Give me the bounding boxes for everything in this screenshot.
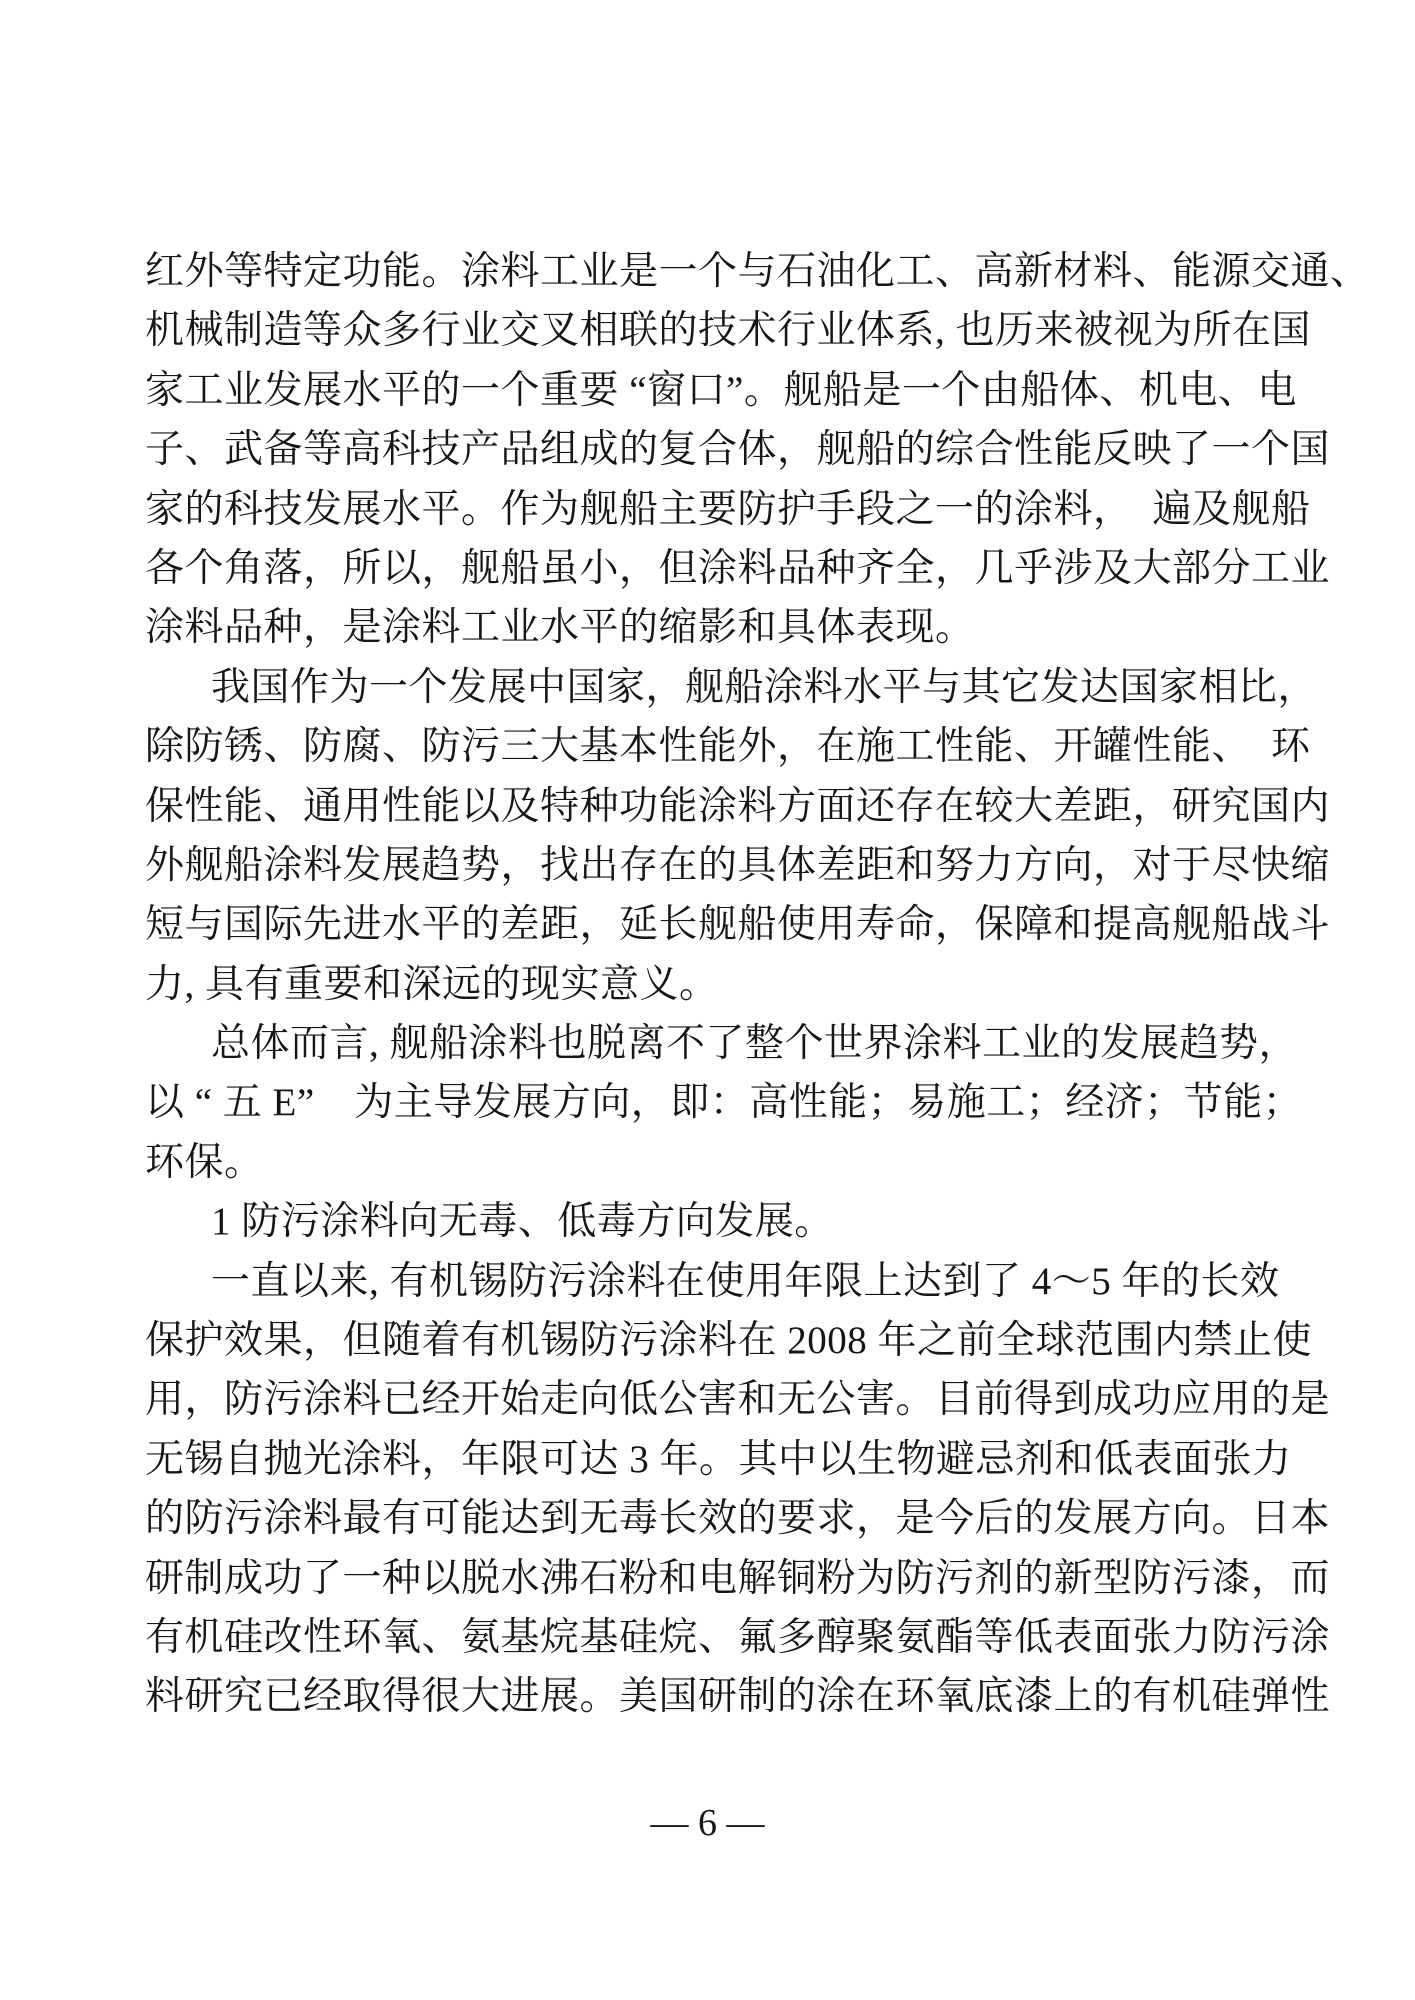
- text-line: 环保。: [145, 1140, 264, 1184]
- text-line: 我国作为一个发展中国家，舰船涂料水平与其它发达国家相比，: [211, 665, 1318, 709]
- paragraph: [145, 242, 1370, 658]
- text-line: 外舰船涂料发展趋势，找出存在的具体差距和努力方向，对于尽快缩: [145, 843, 1331, 887]
- text-line: 红外等特定功能。涂料工业是一个与石油化工、高新材料、能源交通、: [145, 250, 1370, 293]
- text-line: 机械制造等众多行业交叉相联的技术行业体系, 也历来被视为所在国: [145, 309, 1312, 353]
- text-line: 子、武备等高科技产品组成的复合体，舰船的综合性能反映了一个国: [145, 428, 1331, 472]
- paragraph: [145, 1192, 1272, 1251]
- text-line: 保护效果，但随着有机锡防污涂料在 2008 年之前全球范围内禁止使: [145, 1319, 1313, 1363]
- text-line: 家工业发展水平的一个重要 “窗口”。舰船是一个由船体、机电、电: [145, 368, 1297, 412]
- paragraph: [145, 1252, 1331, 1727]
- text-line: 有机硅改性环氧、氨基烷基硅烷、氟多醇聚氨酯等低表面张力防污涂: [145, 1615, 1331, 1659]
- text-line: 料研究已经取得很大进展。美国研制的涂在环氧底漆上的有机硅弹性: [145, 1675, 1331, 1719]
- paragraph: [145, 658, 1331, 1014]
- text-line: 以 “ 五 E” 为主导发展方向，即：高性能；易施工；经济；节能；: [145, 1081, 1303, 1125]
- text-line: 涂料品种，是涂料工业水平的缩影和具体表现。: [145, 606, 975, 650]
- text-line: 保性能、通用性能以及特种功能涂料方面还存在较大差距，研究国内: [145, 784, 1331, 828]
- text-line: 研制成功了一种以脱水沸石粉和电解铜粉为防污剂的新型防污漆，而: [145, 1556, 1331, 1600]
- text-line: 除防锈、防腐、防污三大基本性能外，在施工性能、开罐性能、 环: [145, 725, 1311, 769]
- page-number: — 6 —: [650, 1802, 765, 1844]
- text-line: 力, 具有重要和深远的现实意义。: [145, 962, 719, 1006]
- text-line: 用，防污涂料已经开始走向低公害和无公害。目前得到成功应用的是: [145, 1378, 1331, 1422]
- text-line: 家的科技发展水平。作为舰船主要防护手段之一的涂料， 遍及舰船: [145, 487, 1311, 531]
- paragraph: [145, 1014, 1303, 1192]
- text-line: 的防污涂料最有可能达到无毒长效的要求，是今后的发展方向。日本: [145, 1497, 1331, 1541]
- text-line: 1 防污涂料向无毒、低毒方向发展。: [211, 1200, 834, 1244]
- text-line: 无锡自抛光涂料，年限可达 3 年。其中以生物避忌剂和低表面张力: [145, 1437, 1292, 1481]
- text-line: 一直以来, 有机锡防污涂料在使用年限上达到了 4～5 年的长效: [211, 1259, 1280, 1303]
- text-line: 短与国际先进水平的差距，延长舰船使用寿命，保障和提高舰船战斗: [145, 903, 1331, 947]
- document-body: [145, 242, 1370, 1727]
- text-line: 总体而言, 舰船涂料也脱离不了整个世界涂料工业的发展趋势，: [211, 1022, 1299, 1066]
- text-line: 各个角落，所以，舰船虽小，但涂料品种齐全，几乎涉及大部分工业: [145, 546, 1331, 590]
